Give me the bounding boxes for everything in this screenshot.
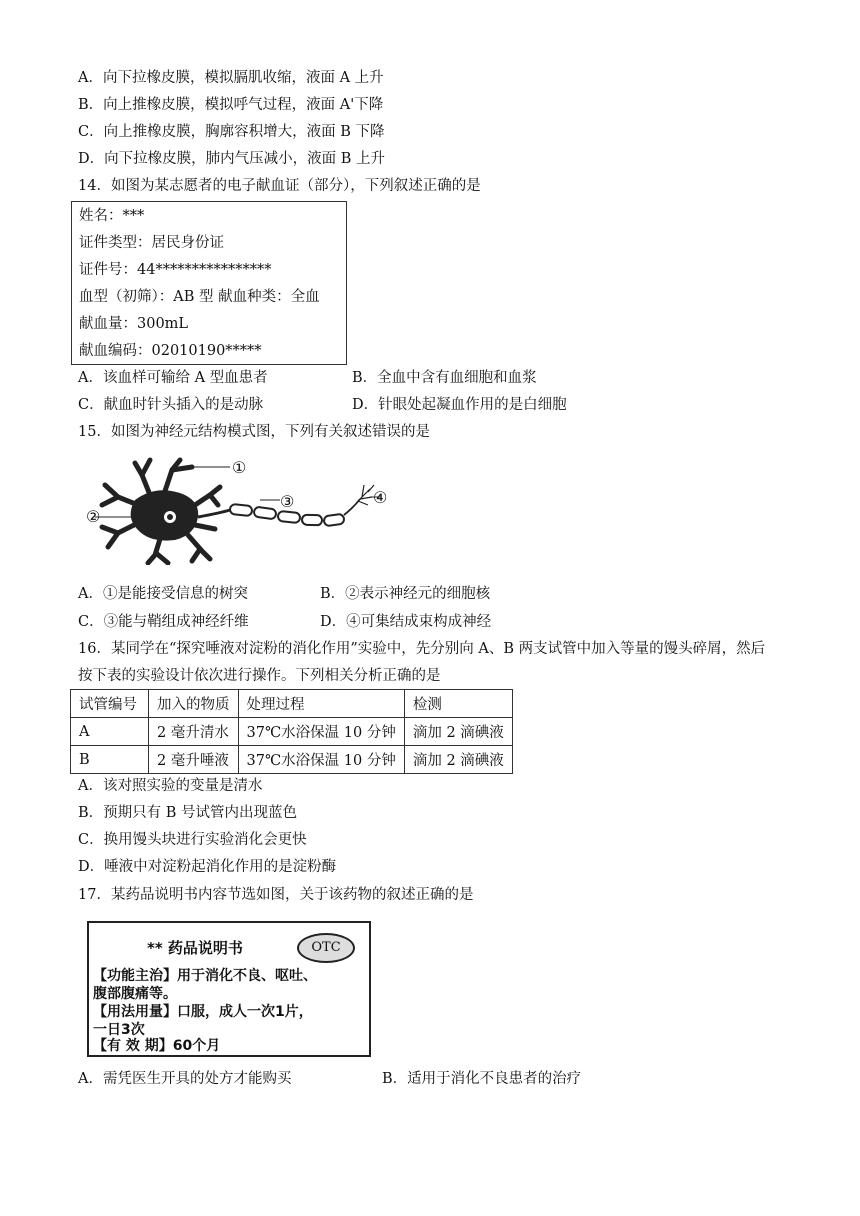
q13-option-c: C．向上推橡皮膜，胸廓容积增大，液面 B 下降 xyxy=(78,124,385,140)
q16-stem-line1: 16．某同学在“探究唾液对淀粉的消化作用”实验中，先分别向 A、B 两支试管中加入等量的馒头碎屑，然后 xyxy=(78,641,766,657)
q14-option-a: A．该血样可输给 A 型血患者 xyxy=(78,370,268,386)
q15-option-d: D．④可集结成束构成神经 xyxy=(320,614,492,630)
card-line-volume: 献血量：300mL xyxy=(79,316,189,332)
q16-option-d: D．唾液中对淀粉起消化作用的是淀粉酶 xyxy=(78,859,337,875)
card-line-name: 姓名：*** xyxy=(79,208,145,224)
q14-option-d: D．针眼处起凝血作用的是白细胞 xyxy=(352,397,567,413)
drug-label-line: 一日3次 xyxy=(93,1022,145,1038)
q13-option-a: A．向下拉橡皮膜，模拟膈肌收缩，液面 A 上升 xyxy=(78,70,384,86)
card-line-id-number: 证件号：44**************** xyxy=(79,262,272,278)
q13-option-d: D．向下拉橡皮膜，肺内气压减小，液面 B 上升 xyxy=(78,151,385,167)
experiment-table xyxy=(70,689,513,774)
neuron-label-3: ③ xyxy=(280,492,295,511)
q16-option-b: B．预期只有 B 号试管内出现蓝色 xyxy=(78,805,298,821)
q17-stem: 17．某药品说明书内容节选如图，关于该药物的叙述正确的是 xyxy=(78,887,474,903)
table-cell: 2 毫升清水 xyxy=(149,718,239,746)
q17-option-b: B．适用于消化不良患者的治疗 xyxy=(382,1071,582,1087)
drug-label-line: 【用法用量】口服，成人一次1片， xyxy=(93,1004,313,1020)
table-cell: 37℃水浴保温 10 分钟 xyxy=(238,746,404,774)
q14-option-c: C．献血时针头插入的是动脉 xyxy=(78,397,264,413)
drug-label-line: 【有 效 期】60个月 xyxy=(93,1038,221,1054)
neuron-label-1: ① xyxy=(232,458,247,477)
table-cell: 37℃水浴保温 10 分钟 xyxy=(238,718,404,746)
table-cell: 2 毫升唾液 xyxy=(149,746,239,774)
q16-option-a: A．该对照实验的变量是清水 xyxy=(78,778,263,794)
otc-badge: OTC xyxy=(297,933,355,963)
table-header: 检测 xyxy=(404,690,512,718)
card-line-id-type: 证件类型：居民身份证 xyxy=(79,235,224,251)
q13-option-b: B．向上推橡皮膜，模拟呼气过程，液面 A'下降 xyxy=(78,97,384,113)
q16-option-c: C．换用馒头块进行实验消化会更快 xyxy=(78,832,307,848)
table-header: 加入的物质 xyxy=(149,690,239,718)
neuron-label-2: ② xyxy=(86,507,101,526)
table-header: 试管编号 xyxy=(71,690,149,718)
table-cell: B xyxy=(71,746,149,774)
drug-label-image xyxy=(87,921,371,1057)
drug-label-line: 【功能主治】用于消化不良、呕吐、 xyxy=(93,968,317,984)
q17-option-a: A．需凭医生开具的处方才能购买 xyxy=(78,1071,292,1087)
q15-stem: 15．如图为神经元结构模式图，下列有关叙述错误的是 xyxy=(78,424,430,440)
q16-stem-line2: 按下表的实验设计依次进行操作。下列相关分析正确的是 xyxy=(78,668,441,684)
drug-label-title: ** 药品说明书 xyxy=(147,939,243,957)
table-row xyxy=(71,718,513,746)
card-line-code: 献血编码：02010190***** xyxy=(79,343,262,359)
table-cell: 滴加 2 滴碘液 xyxy=(404,746,512,774)
table-header: 处理过程 xyxy=(238,690,404,718)
card-line-blood-type: 血型（初筛）：AB 型 献血种类：全血 xyxy=(79,289,320,305)
drug-label-line: 腹部腹痛等。 xyxy=(93,986,177,1002)
q15-option-a: A．①是能接受信息的树突 xyxy=(78,586,248,602)
table-row xyxy=(71,746,513,774)
q15-option-c: C．③能与鞘组成神经纤维 xyxy=(78,614,249,630)
blood-donation-card xyxy=(71,201,347,365)
table-header-row xyxy=(71,690,513,718)
neuron-label-4: ④ xyxy=(373,488,388,507)
table-cell: A xyxy=(71,718,149,746)
q14-stem: 14．如图为某志愿者的电子献血证（部分），下列叙述正确的是 xyxy=(78,178,481,194)
table-cell: 滴加 2 滴碘液 xyxy=(404,718,512,746)
q14-option-b: B．全血中含有血细胞和血浆 xyxy=(352,370,537,386)
q15-option-b: B．②表示神经元的细胞核 xyxy=(320,586,491,602)
